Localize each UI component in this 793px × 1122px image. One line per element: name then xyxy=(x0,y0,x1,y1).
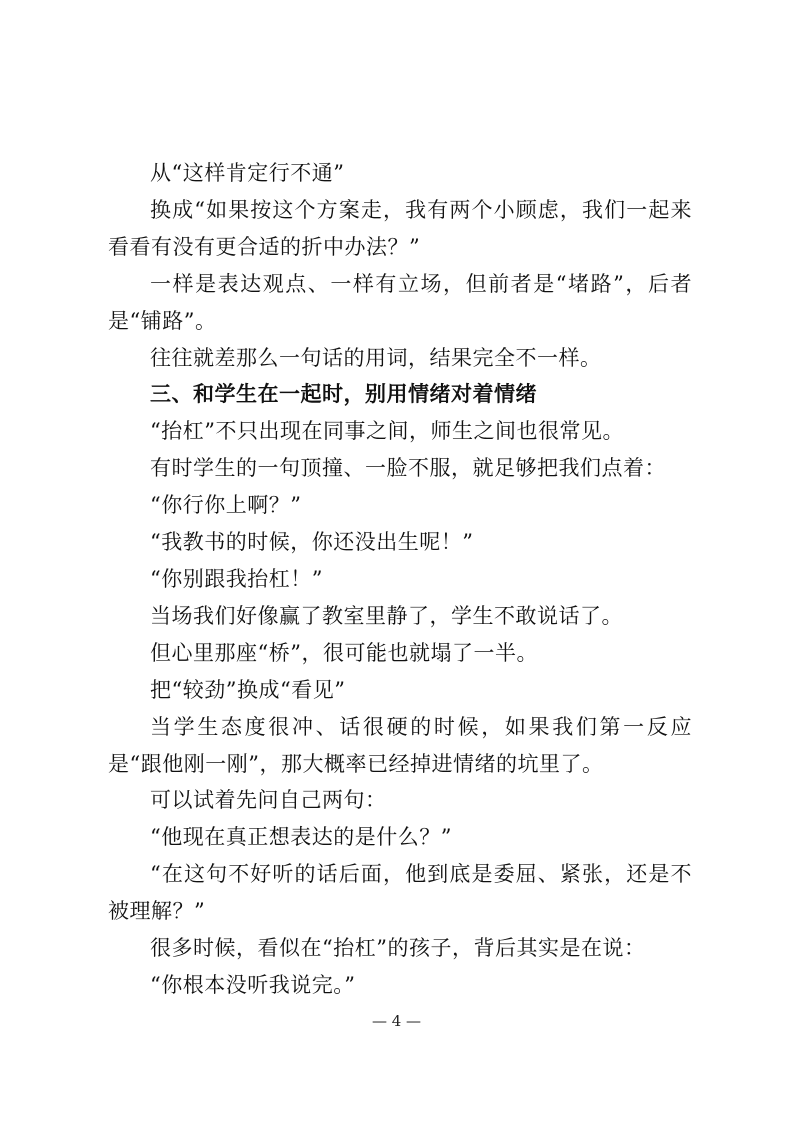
page-number: — 4 — xyxy=(371,1012,422,1030)
paragraph: 当学生态度很冲、话很硬的时候，如果我们第一反应是“跟他刚一刚”，那大概率已经掉进情绪的坑里了。 xyxy=(108,714,692,776)
paragraph: 可以试着先问自己两句： xyxy=(150,788,387,813)
paragraph: 很多时候，看似在“抬杠”的孩子，背后其实是在说： xyxy=(150,936,646,961)
paragraph: “你行你上啊？” xyxy=(150,493,302,518)
paragraph: “在这句不好听的话后面，他到底是委屈、紧张，还是不被理解？” xyxy=(108,862,692,924)
paragraph: 把“较劲”换成“看见” xyxy=(150,677,346,702)
section-heading: 三、和学生在一起时，别用情绪对着情绪 xyxy=(150,381,537,407)
body-text xyxy=(108,155,692,1004)
paragraph: 从“这样肯定行不通” xyxy=(150,161,345,185)
paragraph: “他现在真正想表达的是什么？” xyxy=(150,825,452,850)
paragraph: “你别跟我抬杠！” xyxy=(150,566,323,591)
paragraph: 但心里那座“桥”，很可能也就塌了一半。 xyxy=(150,640,538,665)
paragraph: “抬杠”不只出现在同事之间，师生之间也很常见。 xyxy=(150,419,624,444)
paragraph: 当场我们好像赢了教室里静了，学生不敢说话了。 xyxy=(150,603,623,628)
paragraph: 有时学生的一句顶撞、一脸不服，就足够把我们点着： xyxy=(150,456,666,481)
paragraph: 换成“如果按这个方案走，我有两个小顾虑，我们一起来看看有没有更合适的折中办法？” xyxy=(108,197,692,259)
paragraph: 一样是表达观点、一样有立场，但前者是“堵路”，后者是“铺路”。 xyxy=(108,271,692,333)
paragraph: “我教书的时候，你还没出生呢！” xyxy=(150,530,474,555)
paragraph: 往往就差那么一句话的用词，结果完全不一样。 xyxy=(150,345,602,370)
paragraph: “你根本没听我说完。” xyxy=(150,972,356,997)
